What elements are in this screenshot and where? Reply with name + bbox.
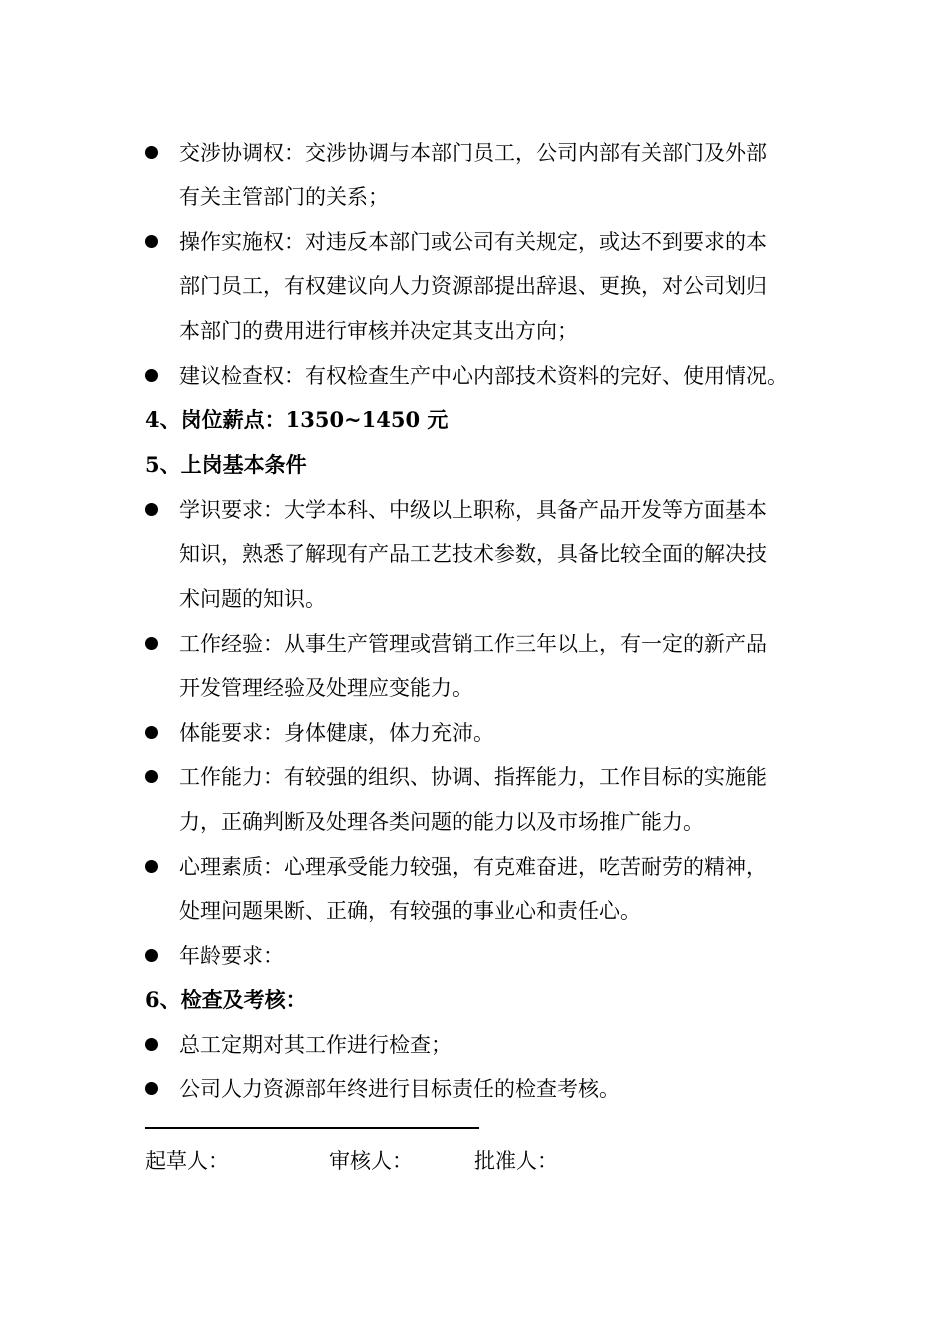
requirement-psychology-line-2: 处理问题果断、正确，有较强的事业心和责任心。 <box>179 899 641 923</box>
reviewer-label: 审核人： <box>329 1149 413 1173</box>
bullet-icon <box>145 726 158 739</box>
authority-operation-line-1: 操作实施权：对违反本部门或公司有关规定，或达不到要求的本 <box>179 230 767 254</box>
bullet-icon <box>145 1082 158 1095</box>
requirement-ability-line-1: 工作能力：有较强的组织、协调、指挥能力，工作目标的实施能 <box>179 765 767 789</box>
bullet-icon <box>145 949 158 962</box>
section-5-heading: 5、上岗基本条件 <box>145 452 307 477</box>
check-annual-line-1: 公司人力资源部年终进行目标责任的检查考核。 <box>179 1077 620 1101</box>
section-4-heading: 4、岗位薪点：1350~1450 元 <box>145 407 449 432</box>
drafter-label: 起草人： <box>145 1149 229 1173</box>
requirement-knowledge-line-2: 知识，熟悉了解现有产品工艺技术参数，具备比较全面的解决技 <box>179 542 767 566</box>
requirement-experience-line-2: 开发管理经验及处理应变能力。 <box>179 676 473 700</box>
bullet-icon <box>145 369 158 382</box>
requirement-knowledge-line-3: 术问题的知识。 <box>179 587 326 611</box>
approver-label: 批准人： <box>474 1149 558 1173</box>
bullet-icon <box>145 235 158 248</box>
section-6-heading: 6、检查及考核： <box>145 987 307 1012</box>
requirement-physical-line-1: 体能要求：身体健康，体力充沛。 <box>179 721 494 745</box>
check-periodic-line-1: 总工定期对其工作进行检查； <box>179 1033 452 1057</box>
requirement-age-line-1: 年龄要求： <box>179 944 284 968</box>
requirement-experience-line-1: 工作经验：从事生产管理或营销工作三年以上，有一定的新产品 <box>179 632 767 656</box>
bullet-icon <box>145 503 158 516</box>
authority-inspection-line-1: 建议检查权：有权检查生产中心内部技术资料的完好、使用情况。 <box>179 364 788 388</box>
requirement-psychology-line-1: 心理素质：心理承受能力较强，有克难奋进，吃苦耐劳的精神， <box>179 855 767 879</box>
bullet-icon <box>145 146 158 159</box>
bullet-icon <box>145 1038 158 1051</box>
requirement-knowledge-line-1: 学识要求：大学本科、中级以上职称，具备产品开发等方面基本 <box>179 498 767 522</box>
authority-negotiation-line-1: 交涉协调权：交涉协调与本部门员工，公司内部有关部门及外部 <box>179 141 767 165</box>
authority-negotiation-line-2: 有关主管部门的关系； <box>179 185 389 209</box>
bullet-icon <box>145 637 158 650</box>
requirement-ability-line-2: 力，正确判断及处理各类问题的能力以及市场推广能力。 <box>179 810 704 834</box>
bullet-icon <box>145 770 158 783</box>
authority-operation-line-2: 部门员工，有权建议向人力资源部提出辞退、更换，对公司划归 <box>179 274 767 298</box>
authority-operation-line-3: 本部门的费用进行审核并决定其支出方向； <box>179 319 578 343</box>
signature-divider <box>145 1127 479 1129</box>
bullet-icon <box>145 860 158 873</box>
